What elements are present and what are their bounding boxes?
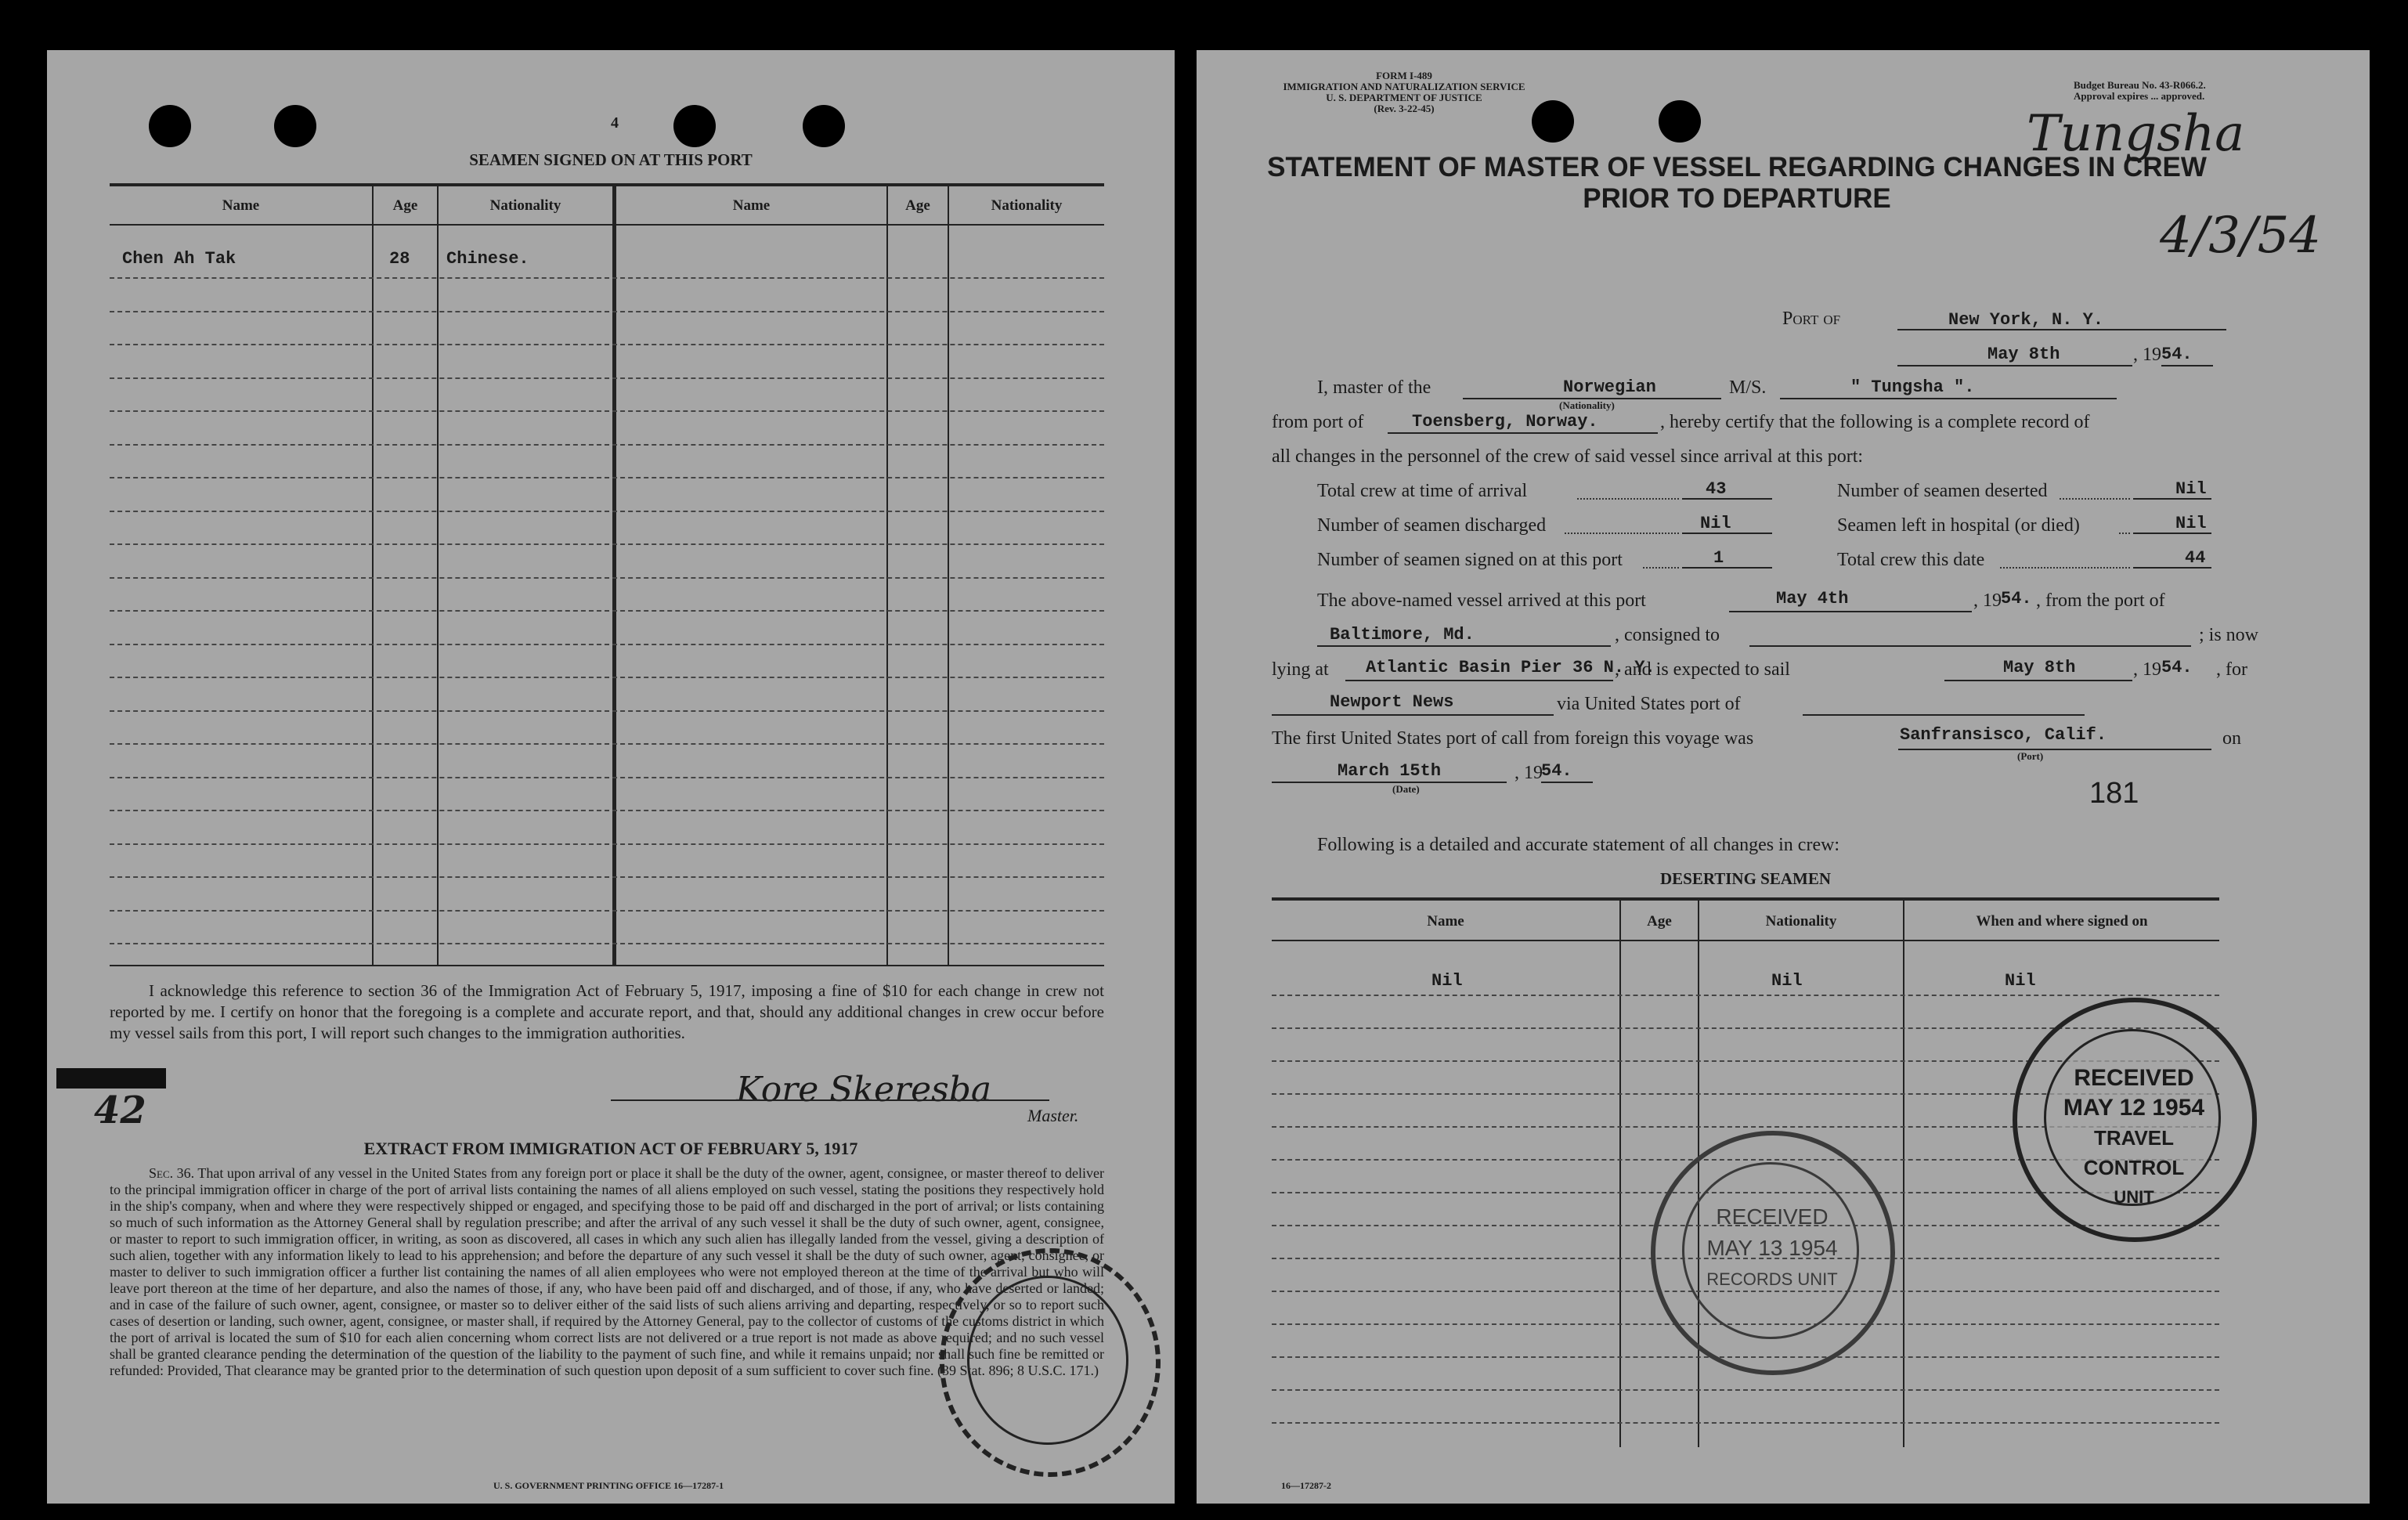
table-row [110, 577, 1104, 579]
table-row [1272, 995, 2219, 996]
table-row [110, 876, 1104, 878]
port-caption: (Port) [2017, 750, 2044, 762]
table-row [110, 344, 1104, 345]
table-row [1272, 1422, 2219, 1424]
stat-label: Number of seamen deserted [1837, 481, 2048, 501]
handwritten-ship: Tungsha [2027, 105, 2245, 163]
extract-section: Sec. 36. [149, 1165, 195, 1181]
table-row [110, 943, 1104, 944]
table-cell-age: 28 [389, 249, 410, 269]
stat-label: Total crew at time of arrival [1317, 481, 1528, 501]
table-row [110, 644, 1104, 645]
table-row [110, 710, 1104, 712]
arrived-text: The above-named vessel arrived at this port [1317, 590, 1646, 611]
extract-title: EXTRACT FROM IMMIGRATION ACT OF FEBRUARY 5, 1917 [363, 1139, 858, 1158]
ms-label: M/S. [1729, 377, 1767, 398]
stat-deserted: Nil [2175, 479, 2207, 499]
budget-bureau: Budget Bureau No. 43-R066.2. Approval expires ... approved. [2074, 79, 2206, 102]
on-label: on [2222, 728, 2241, 749]
table-row [110, 543, 1104, 545]
printer-line: U. S. GOVERNMENT PRINTING OFFICE 16—17287-1 [493, 1480, 724, 1491]
desert-cell-name: Nil [1431, 971, 1463, 991]
punch-hole [803, 105, 845, 147]
round-stamp-inner [967, 1276, 1128, 1445]
desert-header-age: Age [1647, 913, 1672, 930]
desert-header-signed: When and where signed on [1976, 913, 2148, 930]
year-prefix: , 19 [1973, 590, 2002, 611]
table-cell-nationality: Chinese. [446, 249, 529, 269]
sail-year: 54. [2161, 658, 2193, 677]
punch-hole [1659, 100, 1701, 143]
master-of-label: I, master of the [1317, 377, 1431, 398]
vessel-name: " Tungsha ". [1850, 377, 1975, 397]
from-port-label: from port of [1272, 412, 1364, 432]
stat-total-crew: 44 [2185, 548, 2206, 568]
certify-text-2: all changes in the personnel of the crew of said vessel since arrival at this port: [1272, 446, 1864, 467]
table-row [110, 777, 1104, 778]
table-row [110, 277, 1104, 279]
desert-header-name: Name [1427, 913, 1464, 930]
table-row [110, 444, 1104, 446]
stat-signed-on: 1 [1713, 548, 1724, 568]
table-row [110, 511, 1104, 512]
is-now-label: ; is now [2199, 625, 2259, 645]
footer-code: 16—17287-2 [1281, 1480, 1331, 1491]
punch-hole [673, 105, 716, 147]
arrived-from: Baltimore, Md. [1330, 625, 1475, 644]
stat-total-arrival: 43 [1706, 479, 1727, 499]
col-header-name: Name [222, 197, 260, 214]
statement-year: 54. [2161, 345, 2193, 364]
deserting-title: DESERTING SEAMEN [1659, 869, 1832, 888]
col-header-nationality: Nationality [991, 197, 1063, 214]
col-header-age: Age [392, 197, 418, 214]
sail-date: May 8th [2003, 658, 2076, 677]
desert-cell-nationality: Nil [1771, 971, 1803, 991]
stat-discharged: Nil [1700, 514, 1731, 533]
table-row [110, 610, 1104, 612]
table-row [110, 311, 1104, 312]
port-of-value: New York, N. Y. [1948, 310, 2104, 330]
lying-at-value: Atlantic Basin Pier 36 N. Y. [1366, 658, 1655, 677]
first-date: March 15th [1338, 761, 1442, 781]
stat-label: Seamen left in hospital (or died) [1837, 515, 2080, 536]
acknowledgement-text: I acknowledge this reference to section 36 of the Immigration Act of February 5, 1917, imposing a fine of $10 for each change in crew not reported by me. I certify on honor that the foregoing is a complete and accurate report, and that, should any additional changes in crew occur before my vessel sails from this port, I will report such changes to the immigration authorities. [110, 981, 1104, 1042]
left-page [47, 50, 1175, 1504]
punch-hole [274, 105, 316, 147]
handwritten-date: 4/3/54 [2160, 207, 2321, 265]
vessel-nationality: Norwegian [1563, 377, 1656, 397]
stat-hospital: Nil [2175, 514, 2207, 533]
stat-label: Number of seamen discharged [1317, 515, 1547, 536]
table-row [110, 810, 1104, 811]
from-the-port-label: , from the port of [2036, 590, 2165, 611]
statement-date: May 8th [1987, 345, 2060, 364]
year-prefix: , 19 [2133, 659, 2161, 680]
col-header-age: Age [905, 197, 930, 214]
file-number: 181 [2089, 777, 2139, 810]
lying-at-label: lying at [1272, 659, 1329, 680]
stat-label: Total crew this date [1837, 550, 1985, 570]
table-row [1272, 1389, 2219, 1391]
certify-text: , hereby certify that the following is a complete record of [1660, 412, 2090, 432]
table-row [110, 410, 1104, 412]
form-header: FORM I-489 IMMIGRATION AND NATURALIZATION SERVICE U. S. DEPARTMENT OF JUSTICE (Rev. 3-22-45) [1283, 70, 1525, 114]
right-page [1197, 50, 2370, 1504]
table-row [110, 743, 1104, 745]
travel-control-stamp-text: RECEIVED MAY 12 1954 TRAVEL CONTROL UNIT [2063, 1065, 2205, 1207]
year-prefix: , 19 [2133, 345, 2161, 365]
destination: Newport News [1330, 692, 1454, 712]
for-label: , for [2216, 659, 2247, 680]
page-number: 4 [611, 114, 619, 132]
via-label: via United States port of [1557, 694, 1741, 714]
punch-hole [149, 105, 191, 147]
table-row [110, 477, 1104, 478]
port-of-label: Port of [1782, 309, 1841, 329]
nationality-caption: (Nationality) [1559, 399, 1615, 411]
from-port-value: Toensberg, Norway. [1412, 412, 1598, 431]
following-text: Following is a detailed and accurate statement of all changes in crew: [1317, 835, 1840, 855]
col-header-nationality: Nationality [489, 197, 561, 214]
redaction-mark [56, 1068, 166, 1089]
page-title: SEAMEN SIGNED ON AT THIS PORT [469, 150, 753, 169]
desert-cell-signed: Nil [2005, 971, 2036, 991]
margin-note: 42 [94, 1089, 146, 1132]
stat-label: Number of seamen signed on at this port [1317, 550, 1623, 570]
arrived-date: May 4th [1776, 589, 1849, 608]
master-signature: Kore Skeresba [736, 1070, 992, 1110]
first-year: 54. [1541, 761, 1572, 781]
records-unit-stamp-text: RECEIVED MAY 13 1954 RECORDS UNIT [1706, 1204, 1838, 1289]
consigned-label: , consigned to [1615, 625, 1720, 645]
first-port-value: Sanfransisco, Calif. [1900, 725, 2107, 745]
table-row [110, 910, 1104, 912]
date-caption: (Date) [1392, 783, 1420, 795]
form-title: STATEMENT OF MASTER OF VESSEL REGARDING CHANGES IN CREW PRIOR TO DEPARTURE [1267, 152, 2207, 214]
table-row [110, 677, 1104, 678]
table-cell-name: Chen Ah Tak [122, 249, 236, 269]
table-row [110, 843, 1104, 845]
first-port-label: The first United States port of call from foreign this voyage was [1272, 728, 1754, 749]
expected-label: , and is expected to sail [1615, 659, 1790, 680]
extract-text: Sec. 36. That upon arrival of any vessel in the United States from any foreign port or place it shall be the duty of the owner, agent, consignee, or master thereof to deliver to the principal immigration officer in charge of the port of arrival lists containing the names of all aliens employed on such vessel, stating the positions they respectively hold in the ship's company, when and where they were respectively shipped or engaged, and specifying those to be paid off and discharged in the port of arrival; or lists containing so much of such information as the Attorney General shall by regulation prescribe; and after the arrival of any such vessel it shall be the duty of such owner, agent, consignee, or master to report to such immigration officer, in writing, as soon as discovered, all cases in which any such alien has illegally landed from the vessel, giving a description of such alien, together with any information likely to lead to his apprehension; and before the departure of any such vessel it shall be the duty of such owner, agent, consignee, or master to deliver to such immigration officer a further list containing the names of all alien employees who were not employed thereon at the time of the arrival but who will leave port thereon at the time of her departure, and also the names of those, if any, who have been paid off and discharged, and of those, if any, who have deserted or landed; and in case of the failure of such owner, agent, consignee, or master so to deliver either of the said lists of such aliens arriving and departing, respectively, or so to report such cases of desertion or landing, such owner, agent, consignee, or master shall, if required by the Attorney General, pay to the collector of customs of the customs district in which the port of arrival is located the sum of $10 for each alien concerning whom correct lists are not delivered or a true report is not made as above required; and no such vessel shall be granted clearance pending the determination of the question of the liability to the payment of such fine, and while it remains unpaid; nor shall such fine be remitted or refunded: Provided, That clearance may be granted prior to the determination of such question upon deposit of a sum sufficient to cover such fine. (39 Stat. 896; 8 U.S.C. 171.) [110, 1165, 1104, 1378]
col-header-name: Name [732, 197, 771, 214]
desert-header-nationality: Nationality [1765, 913, 1837, 930]
table-row [110, 377, 1104, 379]
year-prefix: , 19 [1514, 763, 1543, 783]
arrived-year: 54. [2001, 589, 2032, 608]
master-label: Master. [1027, 1106, 1079, 1125]
